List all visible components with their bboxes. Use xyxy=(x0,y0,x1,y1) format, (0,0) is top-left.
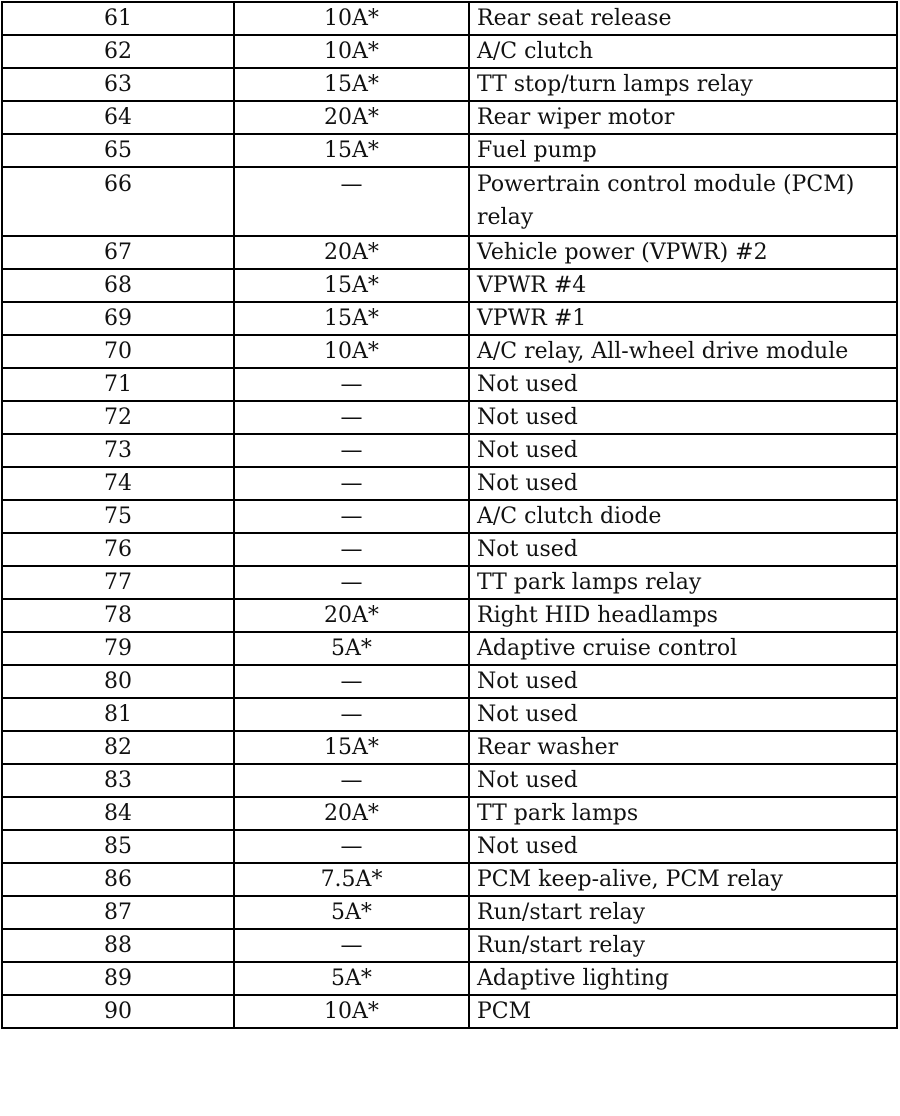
table-row xyxy=(2,863,897,896)
table-row xyxy=(2,434,897,467)
fuse-table xyxy=(1,1,898,1029)
fuse-number: 78 xyxy=(2,599,234,632)
table-row xyxy=(2,632,897,665)
fuse-number: 70 xyxy=(2,335,234,368)
fuse-number: 71 xyxy=(2,368,234,401)
fuse-number: 84 xyxy=(2,797,234,830)
protected-circuit: Not used xyxy=(469,434,897,467)
fuse-rating: — xyxy=(234,167,469,236)
table-row xyxy=(2,599,897,632)
table-row xyxy=(2,929,897,962)
table-row xyxy=(2,2,897,35)
table-row xyxy=(2,995,897,1028)
protected-circuit: Rear washer xyxy=(469,731,897,764)
fuse-number: 85 xyxy=(2,830,234,863)
table-row xyxy=(2,401,897,434)
protected-circuit: TT park lamps relay xyxy=(469,566,897,599)
table-row xyxy=(2,764,897,797)
protected-circuit: Not used xyxy=(469,467,897,500)
fuse-table-body xyxy=(2,2,897,1028)
fuse-number: 90 xyxy=(2,995,234,1028)
fuse-number: 64 xyxy=(2,101,234,134)
protected-circuit: Not used xyxy=(469,698,897,731)
protected-circuit: Not used xyxy=(469,764,897,797)
table-row xyxy=(2,467,897,500)
fuse-number: 61 xyxy=(2,2,234,35)
table-row xyxy=(2,566,897,599)
table-row xyxy=(2,269,897,302)
fuse-rating: — xyxy=(234,566,469,599)
protected-circuit: VPWR #1 xyxy=(469,302,897,335)
fuse-rating: — xyxy=(234,368,469,401)
fuse-rating: 10A* xyxy=(234,35,469,68)
fuse-rating: 20A* xyxy=(234,599,469,632)
table-row xyxy=(2,962,897,995)
fuse-rating: 20A* xyxy=(234,797,469,830)
protected-circuit: A/C clutch xyxy=(469,35,897,68)
table-row xyxy=(2,68,897,101)
fuse-rating: — xyxy=(234,830,469,863)
fuse-number: 88 xyxy=(2,929,234,962)
fuse-rating: — xyxy=(234,698,469,731)
fuse-rating: — xyxy=(234,467,469,500)
table-row xyxy=(2,665,897,698)
fuse-number: 75 xyxy=(2,500,234,533)
fuse-number: 74 xyxy=(2,467,234,500)
protected-circuit: Run/start relay xyxy=(469,929,897,962)
protected-circuit: Not used xyxy=(469,830,897,863)
fuse-rating: 10A* xyxy=(234,995,469,1028)
fuse-number: 87 xyxy=(2,896,234,929)
fuse-rating: — xyxy=(234,434,469,467)
protected-circuit: A/C relay, All-wheel drive module xyxy=(469,335,897,368)
table-row xyxy=(2,101,897,134)
table-row xyxy=(2,368,897,401)
fuse-number: 65 xyxy=(2,134,234,167)
protected-circuit: TT park lamps xyxy=(469,797,897,830)
fuse-number: 86 xyxy=(2,863,234,896)
fuse-rating: — xyxy=(234,401,469,434)
fuse-number: 77 xyxy=(2,566,234,599)
protected-circuit: Right HID headlamps xyxy=(469,599,897,632)
protected-circuit: PCM keep-alive, PCM relay xyxy=(469,863,897,896)
fuse-number: 82 xyxy=(2,731,234,764)
protected-circuit: Vehicle power (VPWR) #2 xyxy=(469,236,897,269)
table-row xyxy=(2,731,897,764)
protected-circuit: Powertrain control module (PCM) relay xyxy=(469,167,897,236)
fuse-number: 72 xyxy=(2,401,234,434)
fuse-number: 80 xyxy=(2,665,234,698)
fuse-rating: 20A* xyxy=(234,101,469,134)
fuse-number: 66 xyxy=(2,167,234,236)
table-row xyxy=(2,896,897,929)
table-row xyxy=(2,236,897,269)
protected-circuit: Not used xyxy=(469,368,897,401)
table-row xyxy=(2,134,897,167)
protected-circuit: TT stop/turn lamps relay xyxy=(469,68,897,101)
protected-circuit: PCM xyxy=(469,995,897,1028)
table-row xyxy=(2,335,897,368)
fuse-number: 81 xyxy=(2,698,234,731)
fuse-rating: 5A* xyxy=(234,962,469,995)
protected-circuit: Not used xyxy=(469,401,897,434)
fuse-rating: 15A* xyxy=(234,269,469,302)
protected-circuit: VPWR #4 xyxy=(469,269,897,302)
table-row xyxy=(2,35,897,68)
table-row xyxy=(2,533,897,566)
fuse-rating: — xyxy=(234,533,469,566)
fuse-rating: 10A* xyxy=(234,2,469,35)
fuse-rating: 15A* xyxy=(234,731,469,764)
table-row xyxy=(2,797,897,830)
protected-circuit: Not used xyxy=(469,533,897,566)
protected-circuit: Not used xyxy=(469,665,897,698)
fuse-rating: — xyxy=(234,500,469,533)
protected-circuit: Run/start relay xyxy=(469,896,897,929)
fuse-number: 79 xyxy=(2,632,234,665)
fuse-rating: 5A* xyxy=(234,896,469,929)
fuse-number: 73 xyxy=(2,434,234,467)
table-row xyxy=(2,167,897,236)
fuse-rating: 15A* xyxy=(234,302,469,335)
fuse-number: 67 xyxy=(2,236,234,269)
table-row xyxy=(2,302,897,335)
fuse-rating: 5A* xyxy=(234,632,469,665)
protected-circuit: Adaptive lighting xyxy=(469,962,897,995)
fuse-rating: 15A* xyxy=(234,134,469,167)
table-row xyxy=(2,500,897,533)
fuse-rating: — xyxy=(234,929,469,962)
fuse-number: 68 xyxy=(2,269,234,302)
fuse-rating: 10A* xyxy=(234,335,469,368)
fuse-rating: 7.5A* xyxy=(234,863,469,896)
fuse-number: 76 xyxy=(2,533,234,566)
fuse-rating: 20A* xyxy=(234,236,469,269)
fuse-number: 62 xyxy=(2,35,234,68)
protected-circuit: Fuel pump xyxy=(469,134,897,167)
fuse-number: 89 xyxy=(2,962,234,995)
protected-circuit: Rear wiper motor xyxy=(469,101,897,134)
fuse-number: 83 xyxy=(2,764,234,797)
fuse-number: 69 xyxy=(2,302,234,335)
fuse-rating: — xyxy=(234,665,469,698)
protected-circuit: A/C clutch diode xyxy=(469,500,897,533)
protected-circuit: Rear seat release xyxy=(469,2,897,35)
fuse-rating: — xyxy=(234,764,469,797)
table-row xyxy=(2,698,897,731)
fuse-number: 63 xyxy=(2,68,234,101)
table-row xyxy=(2,830,897,863)
fuse-rating: 15A* xyxy=(234,68,469,101)
protected-circuit: Adaptive cruise control xyxy=(469,632,897,665)
